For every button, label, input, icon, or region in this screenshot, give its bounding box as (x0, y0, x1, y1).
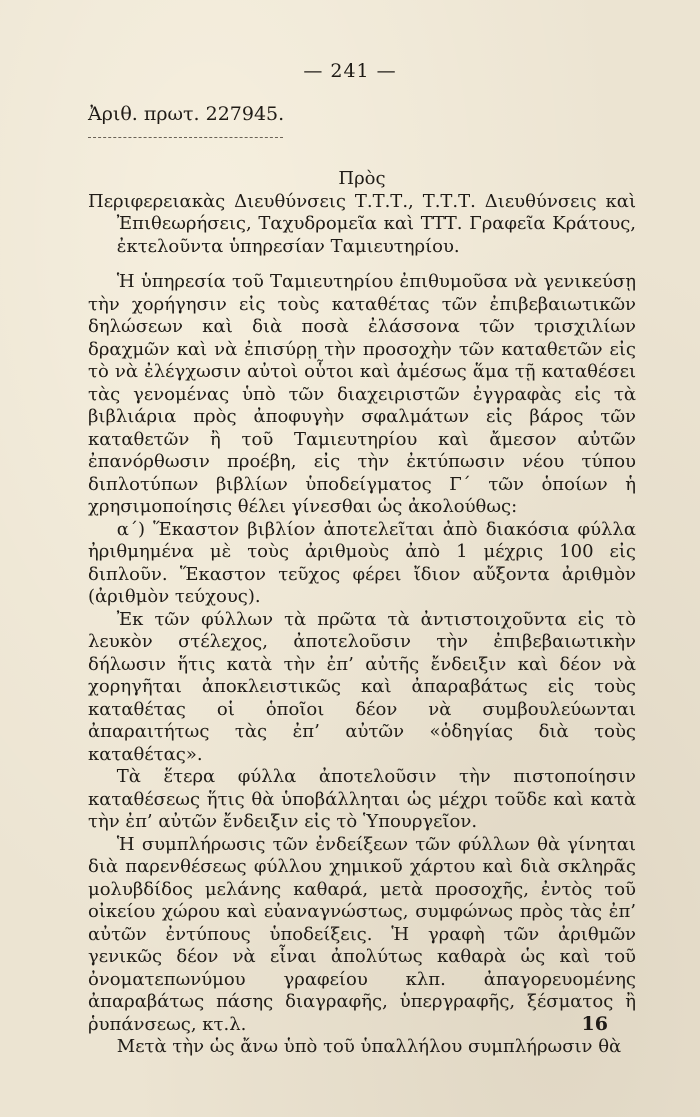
paragraph-completion: Ἡ συμπλήρωσις τῶν ἐνδείξεων τῶν φύλλων θὰ γίνηται διὰ παρενθέσεως φύλλου χημικοῦ χάρτου καὶ διὰ σκληρᾶς μολυβδίδος μελάνης καθαρά, μετὰ προσοχῆς, ἐντὸς τοῦ οἰκείου χώρου καὶ εὐαναγνώστως, συμφώνως πρὸς τὰς ἐπ’ αὐτῶν ἐντύπους ὑποδείξεις. Ἡ γραφὴ τῶν ἀριθμῶν γενικῶς δέον νὰ εἶναι ἀπολύτως καθαρὰ ὡς καὶ τοῦ ὀνοματεπωνύμου γραφείου κλπ. ἀπαγορευομένης ἀπαραβάτως πάσης διαγραφῆς, ὑπεργραφῆς, ξέσματος ἢ ῥυπάνσεως, κτ.λ. (88, 833, 636, 1035)
paragraph-item-a: α΄) Ἕκαστον βιβλίον ἀποτελεῖται ἀπὸ διακόσια φύλλα ἠριθμημένα μὲ τοὺς ἀριθμοὺς ἀπὸ 1 μέχρις 100 εἰς διπλοῦν. Ἕκαστον τεῦχος φέρει ἴδιον αὔξοντα ἀριθμὸν (ἀριθμὸν τεύχους). (88, 518, 636, 607)
signature-number: 16 (581, 1013, 608, 1035)
document-body (88, 150, 636, 1059)
paragraph-first-leaves: Ἐκ τῶν φύλλων τὰ πρῶτα τὰ ἀντιστοιχοῦντα εἰς τὸ λευκὸν στέλεχος, ἀποτελοῦσιν τὴν ἐπιβεβαιωτικὴν δήλωσιν ἥτις κατὰ τὴν ἐπ’ αὐτῆς ἔνδειξιν καὶ δέον νὰ χορηγῆται ἀποκλειστικῶς καὶ ἀπαραβάτως εἰς τοὺς καταθέτας οἱ ὁποῖοι δέον νὰ συμβουλεύωνται ἀπαραιτήτως τὰς ἐπ’ αὐτῶν «ὁδηγίας διὰ τοὺς καταθέτας». (88, 608, 636, 765)
protocol-underline (88, 137, 283, 138)
recipient-title: Πρὸς (338, 168, 386, 189)
recipient-list: Περιφερειακὰς Διευθύνσεις Τ.Τ.Τ., Τ.Τ.Τ. Διευθύνσεις καὶ Ἐπιθεωρήσεις, Ταχυδρομεῖα καὶ ΤΤΤ. Γραφεῖα Κράτους, ἐκτελοῦντα ὑπηρεσίαν Ταμιευτηρίου. (88, 190, 636, 257)
protocol-number: Ἀριθ. πρωτ. 227945. (88, 103, 285, 125)
page-number: — 241 — (303, 60, 397, 82)
paragraph-intro: Ἡ ὑπηρεσία τοῦ Ταμιευτηρίου ἐπιθυμοῦσα νὰ γενικεύσῃ τὴν χορήγησιν εἰς τοὺς καταθέτας τῶν ἐπιβεβαιωτικῶν δηλώσεων καὶ διὰ ποσὰ ἐλάσσονα τῶν τρισχιλίων δραχμῶν καὶ νὰ ἐπισύρῃ τὴν προσοχὴν τῶν καταθετῶν εἰς τὸ νὰ ἐλέγχωσιν αὐτοὶ οὗτοι καὶ ἀμέσως ἅμα τῇ καταθέσει τὰς γενομένας ὑπὸ τῶν διαχειριστῶν ἐγγραφὰς εἰς τὰ βιβλιάρια πρὸς ἀποφυγὴν σφαλμάτων εἰς βάρος τῶν καταθετῶν ἢ τοῦ Ταμιευτηρίου καὶ ἄμεσον αὐτῶν ἐπανόρθωσιν προέβη, εἰς τὴν ἐκτύπωσιν νέου τύπου διπλοτύπων βιβλίων ὑποδείγματος Γ΄ τῶν ὁποίων ἡ χρησιμοποίησις θέλει γίνεσθαι ὡς ἀκολούθως: (88, 271, 636, 517)
paragraph-continued: Μετὰ τὴν ὡς ἄνω ὑπὸ τοῦ ὑπαλλήλου συμπλήρωσιν θὰ (116, 1036, 622, 1057)
paragraph-other-leaves: Τὰ ἕτερα φύλλα ἀποτελοῦσιν τὴν πιστοποίησιν καταθέσεως ἥτις θὰ ὑποβάλληται ὡς μέχρι τοῦδε καὶ κατὰ τὴν ἐπ’ αὐτῶν ἔνδειξιν εἰς τὸ Ὑπουργεῖον. (88, 766, 636, 832)
